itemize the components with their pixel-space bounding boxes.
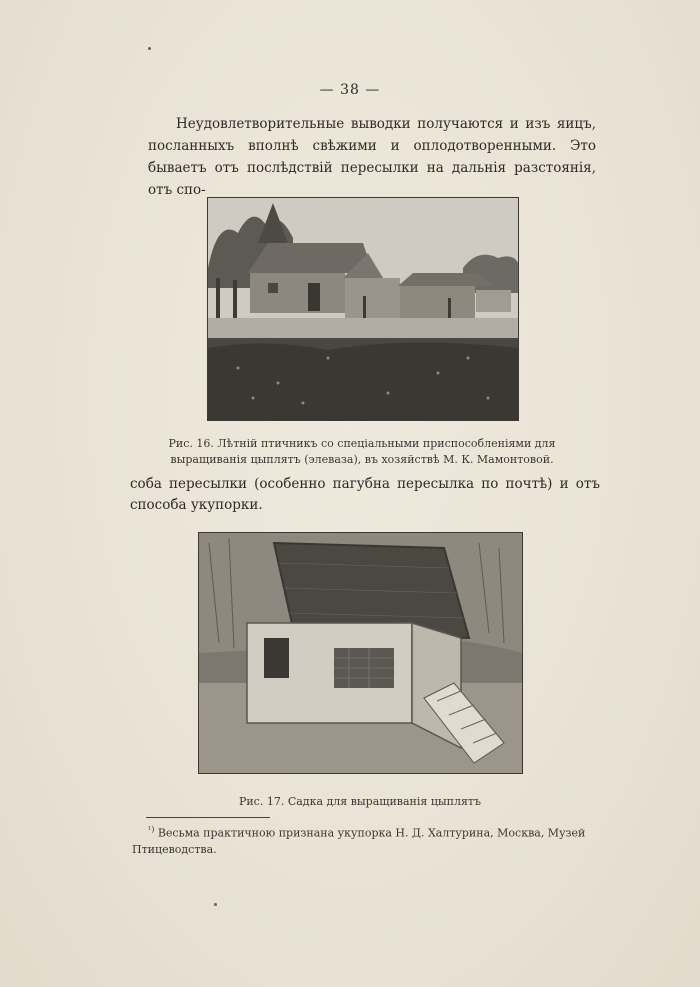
paragraph-1: Неудовлетворительные выводки получаются и изъ яицъ, посланныхъ вполнѣ свѣжими и оплодотворенными. Это бываетъ отъ послѣдствій пересылки на дальнія разстоянія, отъ спо-	[148, 116, 596, 198]
footnote-rule	[146, 817, 270, 818]
summer-poultry-house-image	[208, 198, 518, 420]
footnote-text: Весьма практичною признана укупорка Н. Д. Халтурина, Москва, Музей Птицеводства.	[132, 826, 586, 856]
ink-speck	[214, 903, 217, 906]
footnote	[132, 822, 602, 858]
figure-17-photo	[198, 532, 523, 774]
ink-speck	[148, 47, 151, 50]
footnote-marker: ¹)	[148, 825, 155, 834]
figure-17-caption: Рис. 17. Садка для выращиванія цыплятъ	[238, 795, 482, 808]
chick-rearing-coop-image	[199, 533, 522, 773]
figure-16-caption: Рис. 16. Лѣтній птичникъ со спеціальными приспособленіями для выращиванія цыплятъ (элеваза), въ хозяйствѣ М. К. Мамонтовой.	[168, 437, 556, 466]
figure-16-photo	[207, 197, 519, 421]
page-number: — 38 —	[319, 82, 381, 98]
paragraph-2: соба пересылки (особенно пагубна пересылка по почтѣ) и отъ способа укупорки.	[130, 476, 600, 513]
